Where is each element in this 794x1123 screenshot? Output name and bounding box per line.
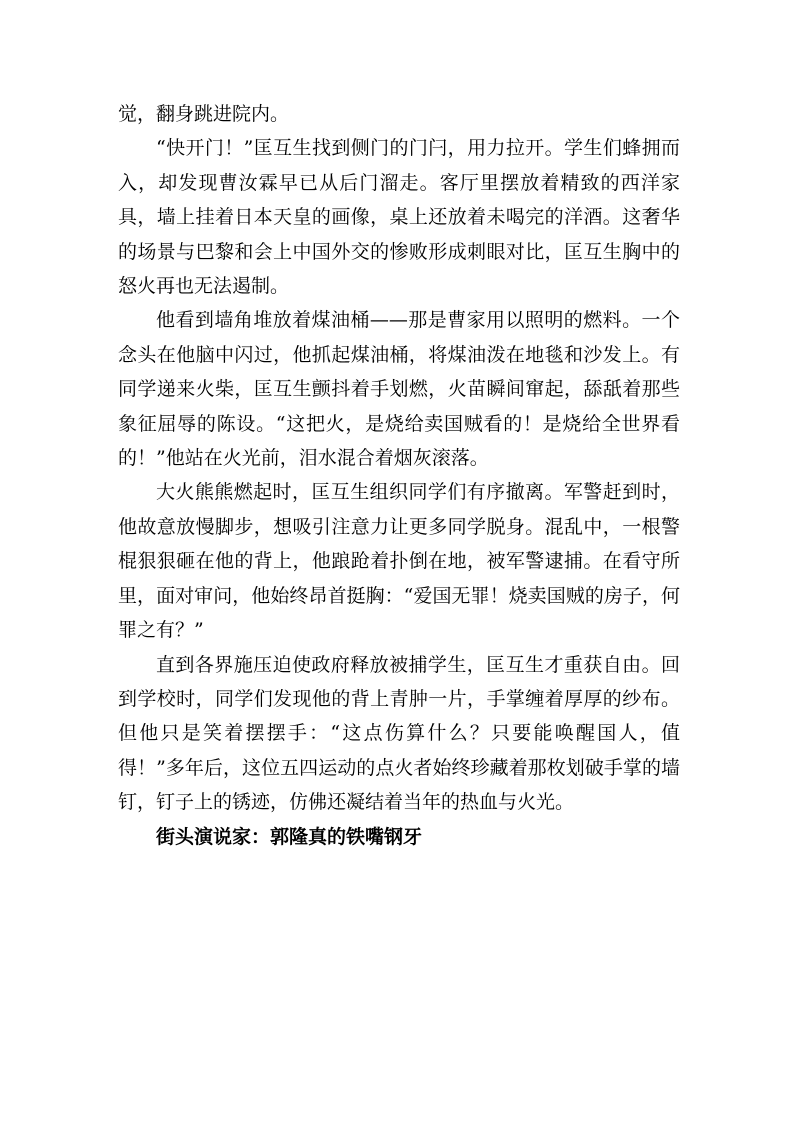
document-body bbox=[118, 97, 680, 854]
paragraph-continued: 觉，翻身跳进院内。 bbox=[118, 103, 290, 125]
paragraph-arrest: 大火熊熊燃起时，匡互生组织同学们有序撤离。军警赶到时，他故意放慢脚步，想吸引注意力让更多同学脱身。混乱中，一根警棍狠狠砸在他的背上，他踉跄着扑倒在地，被军警逮捕。在看守所里，面对审问，他始终昂首挺胸：“爱国无罪！烧卖国贼的房子，何罪之有？” bbox=[118, 481, 680, 642]
section-heading: 街头演说家：郭隆真的铁嘴钢牙 bbox=[156, 825, 423, 848]
paragraph-release: 直到各界施压迫使政府释放被捕学生，匡互生才重获自由。回到学校时，同学们发现他的背上青肿一片，手掌缠着厚厚的纱布。但他只是笑着摆摆手：“这点伤算什么？只要能唤醒国人，值得！”多年后，这位五四运动的点火者始终珍藏着那枚划破手掌的墙钉，钉子上的锈迹，仿佛还凝结着当年的热血与火光。 bbox=[118, 653, 680, 814]
paragraph-open-gate: “快开门！”匡互生找到侧门的门闩，用力拉开。学生们蜂拥而入，却发现曹汝霖早已从后门溜走。客厅里摆放着精致的西洋家具，墙上挂着日本天皇的画像，桌上还放着未喝完的洋酒。这奢华的场景与巴黎和会上中国外交的惨败形成刺眼对比，匡互生胸中的怒火再也无法遏制。 bbox=[118, 137, 680, 298]
paragraph-set-fire: 他看到墙角堆放着煤油桶——那是曹家用以照明的燃料。一个念头在他脑中闪过，他抓起煤油桶，将煤油泼在地毯和沙发上。有同学递来火柴，匡互生颤抖着手划燃，火苗瞬间窜起，舔舐着那些象征屈辱的陈设。“这把火，是烧给卖国贼看的！是烧给全世界看的！”他站在火光前，泪水混合着烟灰滚落。 bbox=[118, 309, 680, 470]
